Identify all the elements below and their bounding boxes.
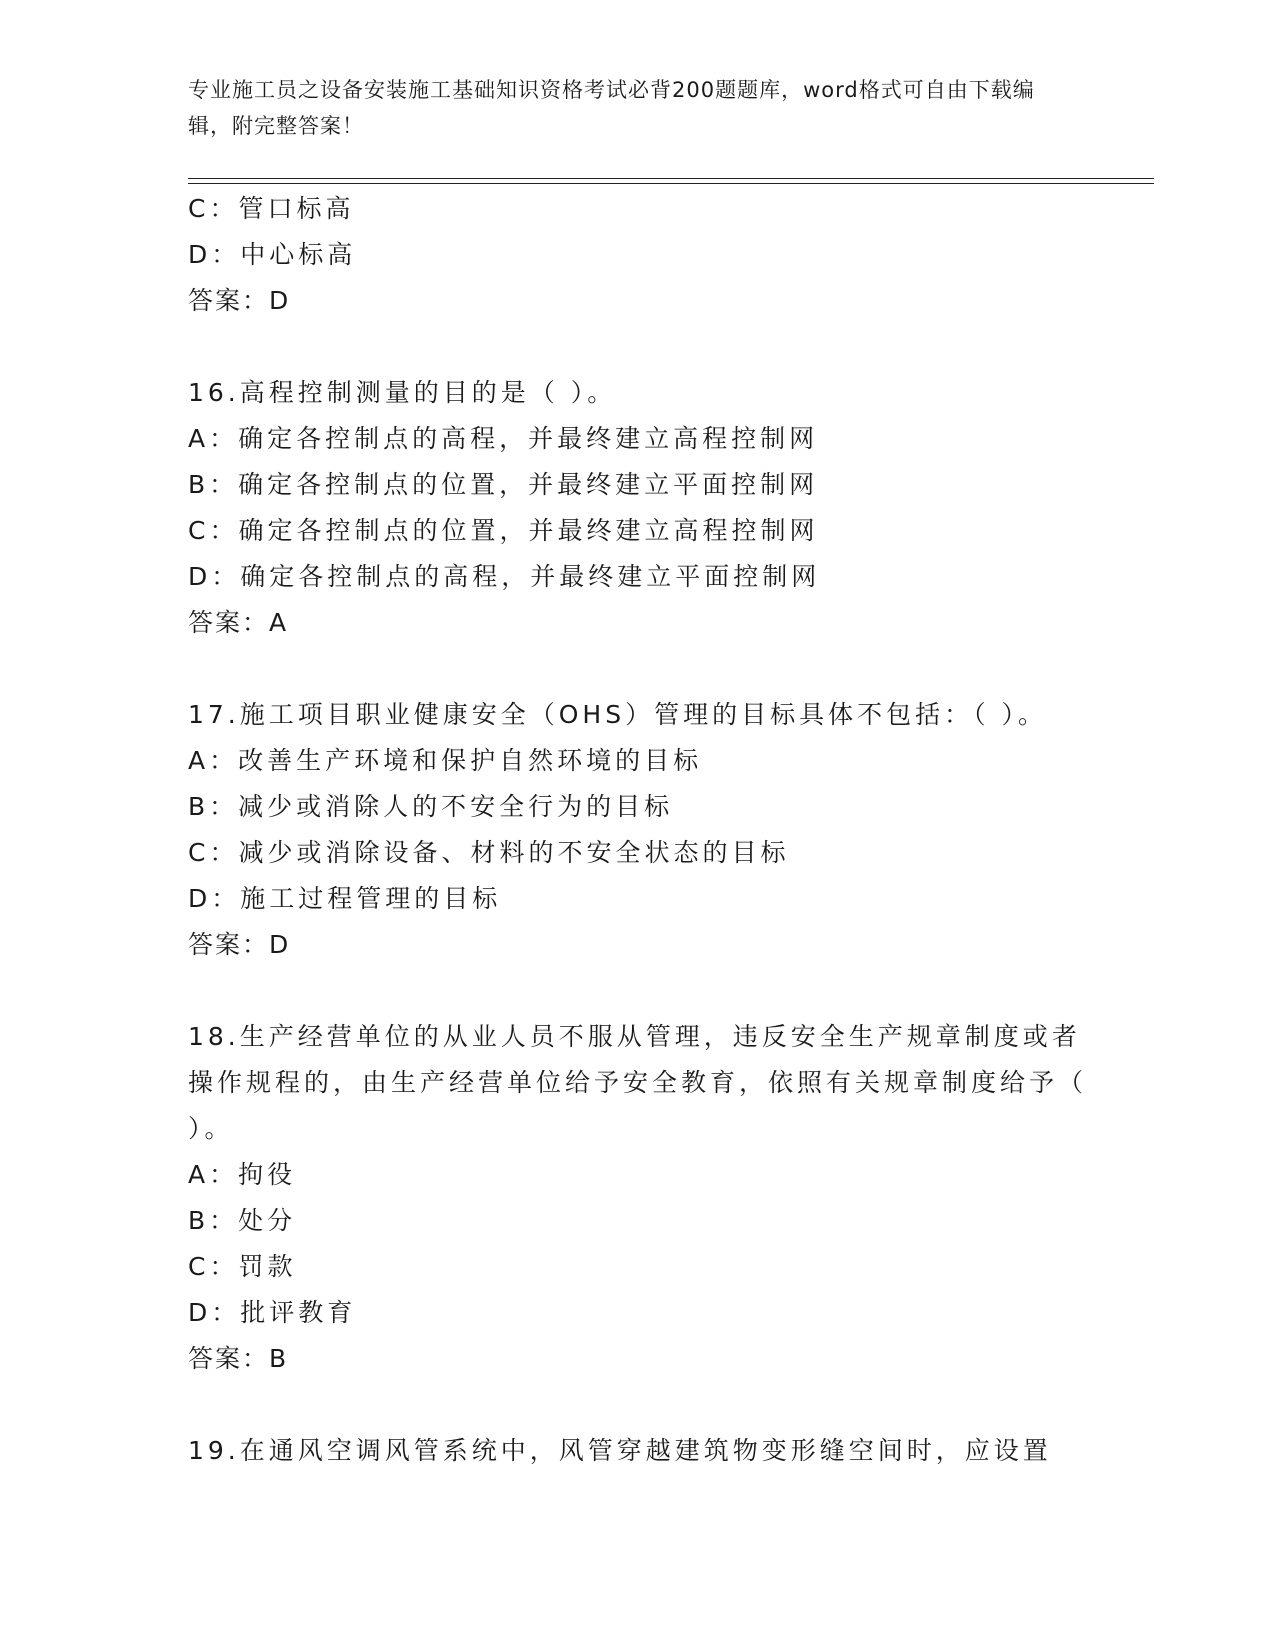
option-b: B：确定各控制点的位置，并最终建立平面控制网 [188, 470, 819, 499]
header-divider [188, 178, 1154, 184]
answer-line: 答案：B [188, 1344, 289, 1373]
answer-line: 答案：A [188, 608, 289, 637]
question-stem: 18.生产经营单位的从业人员不服从管理，违反安全生产规章制度或者操作规程的，由生产经营单位给予安全教育，依照有关规章制度给予（ ）。 [188, 1022, 1088, 1143]
question-stem: 16.高程控制测量的目的是（ ）。 [188, 378, 617, 407]
option-c: C：罚款 [188, 1252, 297, 1281]
document-body [188, 186, 1088, 1474]
option-d: D：批评教育 [188, 1298, 357, 1327]
document-header: 专业施工员之设备安装施工基础知识资格考试必背200题题库，word格式可自由下载编辑，附完整答案！ [188, 78, 1035, 138]
spacer [188, 1382, 1088, 1428]
spacer [188, 968, 1088, 1014]
question-stem: 19.在通风空调风管系统中，风管穿越建筑物变形缝空间时，应设置 [188, 1436, 1052, 1465]
spacer [188, 324, 1088, 370]
option-b: B：处分 [188, 1206, 297, 1235]
answer-line: 答案：D [188, 286, 291, 315]
option-a: A：拘役 [188, 1160, 297, 1189]
option-a: A：改善生产环境和保护自然环境的目标 [188, 746, 703, 775]
answer-line: 答案：D [188, 930, 291, 959]
option-d: D：中心标高 [188, 240, 357, 269]
option-c: C：管口标高 [188, 194, 355, 223]
option-b: B：减少或消除人的不安全行为的目标 [188, 792, 674, 821]
option-d: D：确定各控制点的高程，并最终建立平面控制网 [188, 562, 821, 591]
option-a: A：确定各控制点的高程，并最终建立高程控制网 [188, 424, 819, 453]
option-c: C：确定各控制点的位置，并最终建立高程控制网 [188, 516, 819, 545]
option-c: C：减少或消除设备、材料的不安全状态的目标 [188, 838, 790, 867]
question-stem: 17.施工项目职业健康安全（OHS）管理的目标具体不包括：（ ）。 [188, 700, 1048, 729]
option-d: D：施工过程管理的目标 [188, 884, 502, 913]
spacer [188, 646, 1088, 692]
